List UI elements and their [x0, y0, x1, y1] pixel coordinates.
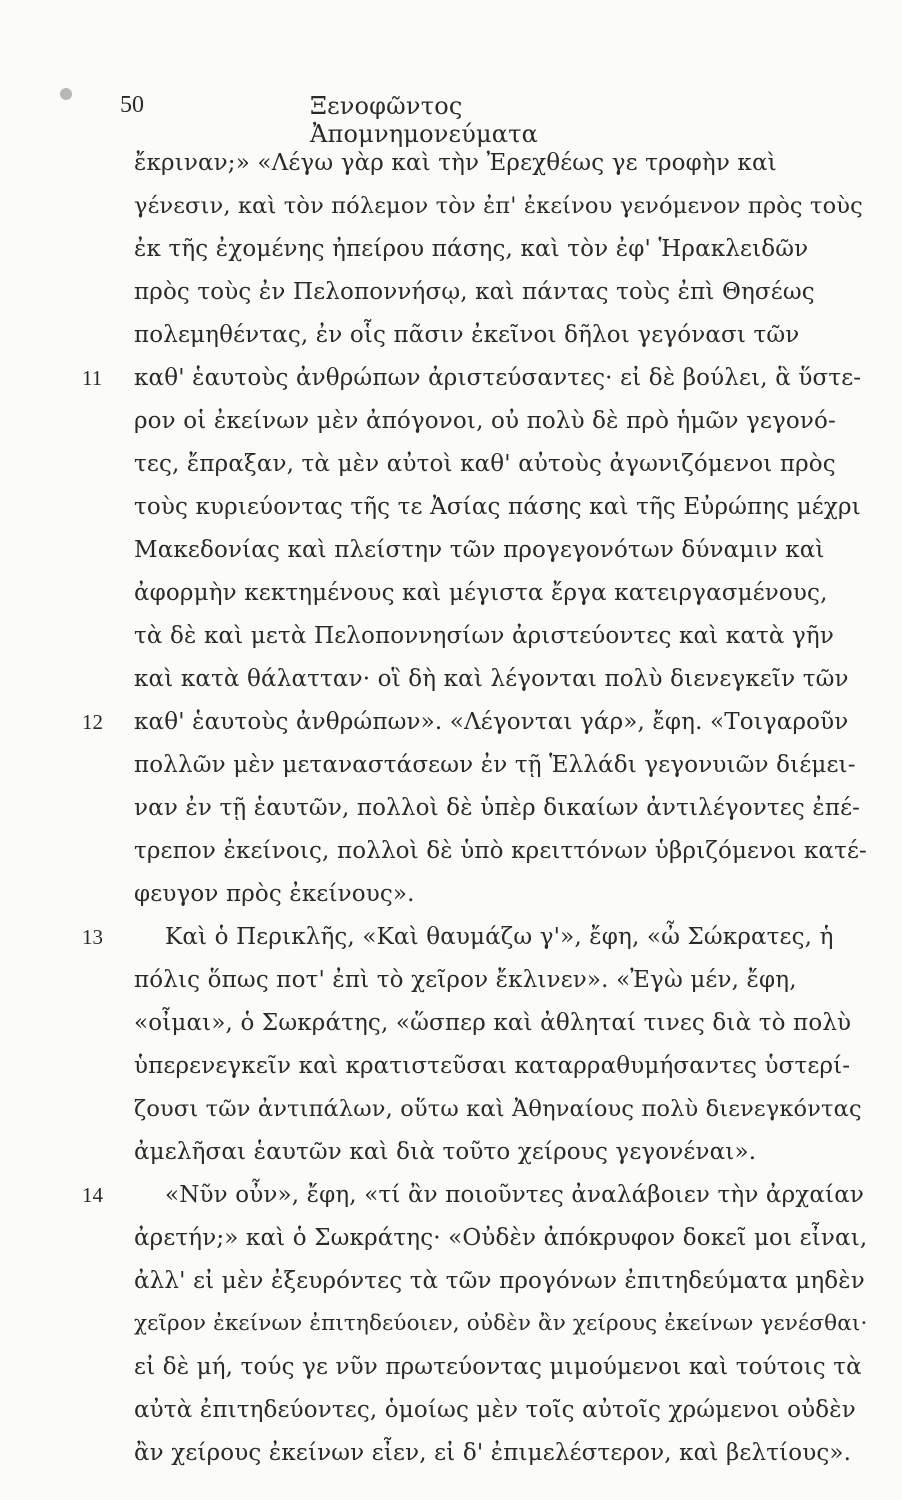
text-line: πολλῶν μὲν μεταναστάσεων ἐν τῇ Ἑλλάδι γεγονυιῶν διέμει- [134, 752, 856, 778]
running-title: Ξενοφῶντος Ἀπομνημονεύματα [310, 92, 539, 148]
text-line: φευγον πρὸς ἐκείνους». [134, 881, 415, 907]
section-number: 14 [82, 1183, 103, 1207]
page-mark-dot [60, 88, 72, 100]
text-line: πόλις ὅπως ποτ' ἐπὶ τὸ χεῖρον ἔκλινεν». «Ἐγὼ μέν, ἔφη, [134, 967, 797, 993]
text-line: καὶ κατὰ θάλατταν· οἳ δὴ καὶ λέγονται πολὺ διενεγκεῖν τῶν [134, 666, 849, 692]
text-line: πολεμηθέντας, ἐν οἷς πᾶσιν ἐκεῖνοι δῆλοι γεγόνασι τῶν [134, 322, 800, 348]
text-line: ρον οἱ ἐκείνων μὲν ἀπόγονοι, οὐ πολὺ δὲ πρὸ ἡμῶν γεγονό- [134, 408, 836, 434]
text-line: Μακεδονίας καὶ πλείστην τῶν προγεγονότων δύναμιν καὶ [134, 537, 825, 563]
page-header [120, 92, 680, 148]
page-number: 50 [120, 92, 144, 118]
text-line: Καὶ ὁ Περικλῆς, «Καὶ θαυμάζω γ'», ἔφη, «ὦ Σώκρατες, ἡ [165, 924, 834, 950]
text-line: εἰ δὲ μή, τούς γε νῦν πρωτεύοντας μιμούμενοι καὶ τούτοις τὰ [134, 1354, 862, 1380]
section-number: 11 [82, 366, 103, 390]
text-line: τὰ δὲ καὶ μετὰ Πελοποννησίων ἀριστεύοντες καὶ κατὰ γῆν [134, 623, 834, 649]
text-line: ἂν χείρους ἐκείνων εἶεν, εἰ δ' ἐπιμελέστερον, καὶ βελτίους». [134, 1440, 852, 1466]
text-line: «οἶμαι», ὁ Σωκράτης, «ὥσπερ καὶ ἀθληταί τινες διὰ τὸ πολὺ [134, 1010, 852, 1036]
section-number: 12 [82, 710, 103, 734]
text-line: καθ' ἑαυτοὺς ἀνθρώπων ἀριστεύσαντες· εἰ δὲ βούλει, ἃ ὕστε- [134, 365, 862, 391]
text-line: γένεσιν, καὶ τὸν πόλεμον τὸν ἐπ' ἐκείνου γενόμενον πρὸς τοὺς [134, 193, 863, 219]
text-line: τοὺς κυριεύοντας τῆς τε Ἀσίας πάσης καὶ τῆς Εὐρώπης μέχρι [134, 494, 861, 520]
text-line: ἀφορμὴν κεκτημένους καὶ μέγιστα ἔργα κατειργασμένους, [134, 580, 828, 606]
text-line: ὑπερενεγκεῖν καὶ κρατιστεῦσαι καταρραθυμήσαντες ὑστερί- [134, 1053, 851, 1079]
text-line: καθ' ἑαυτοὺς ἀνθρώπων». «Λέγονται γάρ», ἔφη. «Τοιγαροῦν [134, 709, 849, 735]
text-line: ἀλλ' εἰ μὲν ἐξευρόντες τὰ τῶν προγόνων ἐπιτηδεύματα μηδὲν [134, 1268, 865, 1294]
text-line: ἀρετήν;» καὶ ὁ Σωκράτης· «Οὐδὲν ἀπόκρυφον δοκεῖ μοι εἶναι, [134, 1225, 868, 1251]
text-line: ἀμελῆσαι ἑαυτῶν καὶ διὰ τοῦτο χείρους γεγονέναι». [134, 1139, 757, 1165]
text-line: ζουσι τῶν ἀντιπάλων, οὕτω καὶ Ἀθηναίους πολὺ διενεγκόντας [134, 1096, 862, 1122]
text-line: ἐκ τῆς ἐχομένης ἠπείρου πάσης, καὶ τὸν ἐφ' Ἡρακλειδῶν [134, 236, 809, 262]
text-line: ἔκριναν;» «Λέγω γὰρ καὶ τὴν Ἐρεχθέως γε τροφὴν καὶ [134, 150, 777, 176]
text-line: χεῖρον ἐκείνων ἐπιτηδεύοιεν, οὐδὲν ἂν χείρους ἐκείνων γενέσθαι· [134, 1311, 868, 1336]
text-line: πρὸς τοὺς ἐν Πελοποννήσῳ, καὶ πάντας τοὺς ἐπὶ Θησέως [134, 279, 815, 305]
text-line: τες, ἔπραξαν, τὰ μὲν αὐτοὶ καθ' αὐτοὺς ἀγωνιζόμενοι πρὸς [134, 451, 836, 477]
section-number: 13 [82, 925, 103, 949]
text-line: αὐτὰ ἐπιτηδεύοντες, ὁμοίως μὲν τοῖς αὐτοῖς χρώμενοι οὐδὲν [134, 1397, 856, 1423]
text-line: ναν ἐν τῇ ἑαυτῶν, πολλοὶ δὲ ὑπὲρ δικαίων ἀντιλέγοντες ἐπέ- [134, 795, 861, 821]
text-line: τρεπον ἐκείνοις, πολλοὶ δὲ ὑπὸ κρειττόνων ὑβριζόμενοι κατέ- [134, 838, 867, 864]
text-line: «Νῦν οὖν», ἔφη, «τί ἂν ποιοῦντες ἀναλάβοιεν τὴν ἀρχαίαν [165, 1182, 865, 1208]
